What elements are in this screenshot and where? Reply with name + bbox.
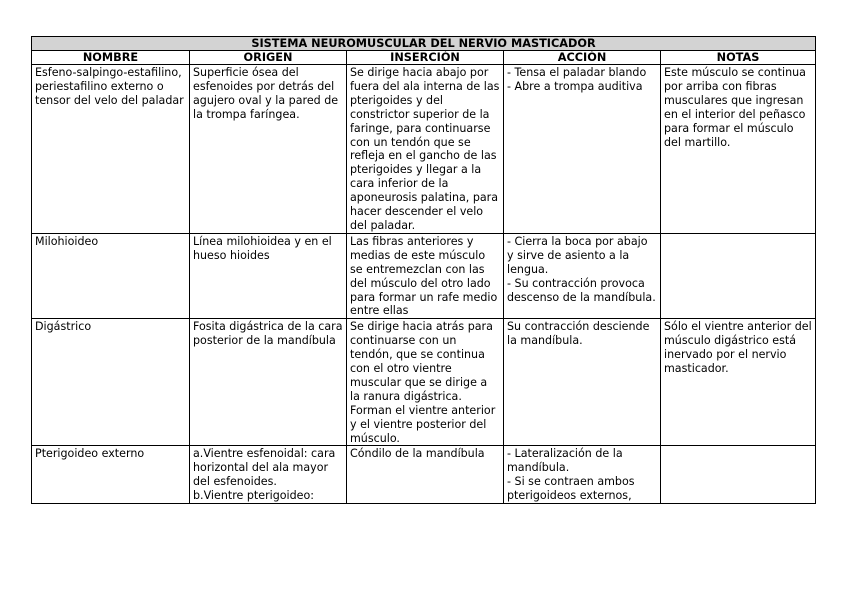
cell-nombre: Pterigoideo externo — [32, 446, 190, 504]
table-row — [32, 65, 816, 234]
cell-accion: - Tensa el paladar blando - Abre a trompa auditiva — [504, 65, 661, 234]
header-nombre: NOMBRE — [32, 51, 190, 65]
table-title: SISTEMA NEUROMUSCULAR DEL NERVIO MASTICADOR — [32, 37, 816, 51]
cell-origen: Línea milohioidea y en el hueso hioides — [190, 233, 347, 318]
document-page — [31, 36, 815, 504]
cell-nombre: Digástrico — [32, 319, 190, 446]
cell-nombre: Esfeno-salpingo-estafilino, periestafilino externo o tensor del velo del paladar — [32, 65, 190, 234]
cell-accion: - Cierra la boca por abajo y sirve de asiento a la lengua. - Su contracción provoca descenso de la mandíbula. — [504, 233, 661, 318]
cell-origen: Fosita digástrica de la cara posterior de la mandíbula — [190, 319, 347, 446]
table-title-row — [32, 37, 816, 51]
cell-notas — [661, 446, 816, 504]
table-row — [32, 233, 816, 318]
cell-insercion: Las fibras anteriores y medias de este músculo se entremezclan con las del músculo del otro lado para formar un rafe medio entre ellas — [347, 233, 504, 318]
cell-notas: Sólo el vientre anterior del músculo digástrico está inervado por el nervio masticador. — [661, 319, 816, 446]
header-notas: NOTAS — [661, 51, 816, 65]
header-accion: ACCIÓN — [504, 51, 661, 65]
cell-notas: Este músculo se continua por arriba con fibras musculares que ingresan en el interior del peñasco para formar el músculo del martillo. — [661, 65, 816, 234]
cell-insercion: Cóndilo de la mandíbula — [347, 446, 504, 504]
table-row — [32, 319, 816, 446]
table-row — [32, 446, 816, 504]
cell-notas — [661, 233, 816, 318]
cell-nombre: Milohioideo — [32, 233, 190, 318]
cell-accion: Su contracción desciende la mandíbula. — [504, 319, 661, 446]
header-origen: ORIGEN — [190, 51, 347, 65]
cell-accion: - Lateralización de la mandíbula. - Si se contraen ambos pterigoideos externos, — [504, 446, 661, 504]
table-header-row — [32, 51, 816, 65]
muscle-table — [31, 36, 816, 504]
cell-insercion: Se dirige hacia atrás para continuarse con un tendón, que se continua con el otro vientre muscular que se dirige a la ranura digástrica. Forman el vientre anterior y el vientre posterior del músculo. — [347, 319, 504, 446]
header-insercion: INSERCIÓN — [347, 51, 504, 65]
cell-origen: Superficie ósea del esfenoides por detrás del agujero oval y la pared de la trompa faríngea. — [190, 65, 347, 234]
cell-origen: a.Vientre esfenoidal: cara horizontal del ala mayor del esfenoides. b.Vientre pterigoideo: — [190, 446, 347, 504]
cell-insercion: Se dirige hacia abajo por fuera del ala interna de las pterigoides y del constrictor superior de la faringe, para continuarse con un tendón que se refleja en el gancho de las pterigoides y llegar a la cara inferior de la aponeurosis palatina, para hacer descender el velo del paladar. — [347, 65, 504, 234]
